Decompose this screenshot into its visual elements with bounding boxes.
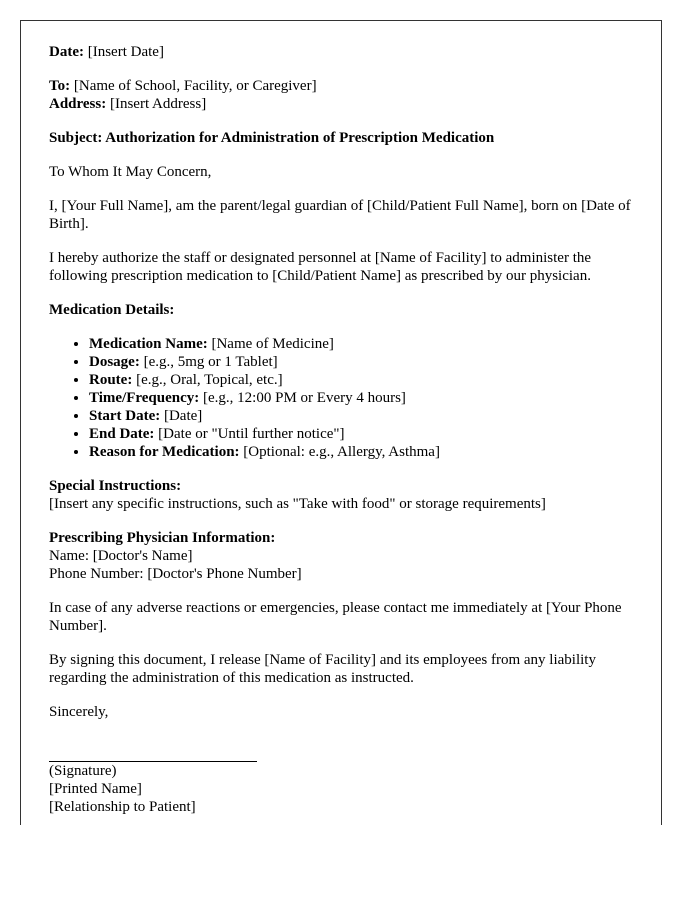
list-item: • Dosage: [e.g., 5mg or 1 Tablet]	[89, 353, 632, 371]
list-item: • End Date: [Date or "Until further notice"]	[89, 425, 632, 443]
authorization-paragraph: I hereby authorize the staff or designated personnel at [Name of Facility] to administer the following prescription medication to [Child/Patient Name] as prescribed by our physician.	[49, 250, 592, 284]
physician-info: Prescribing Physician Information: Name: [Doctor's Name] Phone Number: [Doctor's Phone Number]	[49, 530, 302, 582]
salutation: To Whom It May Concern,	[49, 164, 212, 180]
medication-list	[49, 335, 632, 461]
list-item: • Medication Name: [Name of Medicine]	[89, 335, 632, 353]
intro-paragraph: I, [Your Full Name], am the parent/legal guardian of [Child/Patient Full Name], born on [Date of Birth].	[49, 198, 631, 232]
printed-name: [Printed Name]	[49, 781, 142, 797]
liability-paragraph: By signing this document, I release [Name of Facility] and its employees from any liability regarding the administration of this medication as instructed.	[49, 652, 596, 686]
letter-page	[20, 20, 662, 825]
recipient-block: To: [Name of School, Facility, or Caregiver] Address: [Insert Address]	[49, 78, 317, 112]
special-instructions: Special Instructions: [Insert any specific instructions, such as "Take with food" or storage requirements]	[49, 478, 546, 512]
signature-label: (Signature)	[49, 763, 117, 779]
subject-line: Subject: Authorization for Administration of Prescription Medication	[49, 130, 495, 146]
date-line: Date: [Insert Date]	[49, 44, 164, 60]
emergency-paragraph: In case of any adverse reactions or emergencies, please contact me immediately at [Your Phone Number].	[49, 600, 622, 634]
medication-heading: Medication Details:	[49, 302, 175, 318]
list-item: • Start Date: [Date]	[89, 407, 632, 425]
list-item: • Route: [e.g., Oral, Topical, etc.]	[89, 371, 632, 389]
list-item: • Reason for Medication: [Optional: e.g., Allergy, Asthma]	[89, 443, 632, 461]
list-item: • Time/Frequency: [e.g., 12:00 PM or Every 4 hours]	[89, 389, 632, 407]
closing: Sincerely,	[49, 704, 109, 720]
relationship: [Relationship to Patient]	[49, 799, 196, 815]
